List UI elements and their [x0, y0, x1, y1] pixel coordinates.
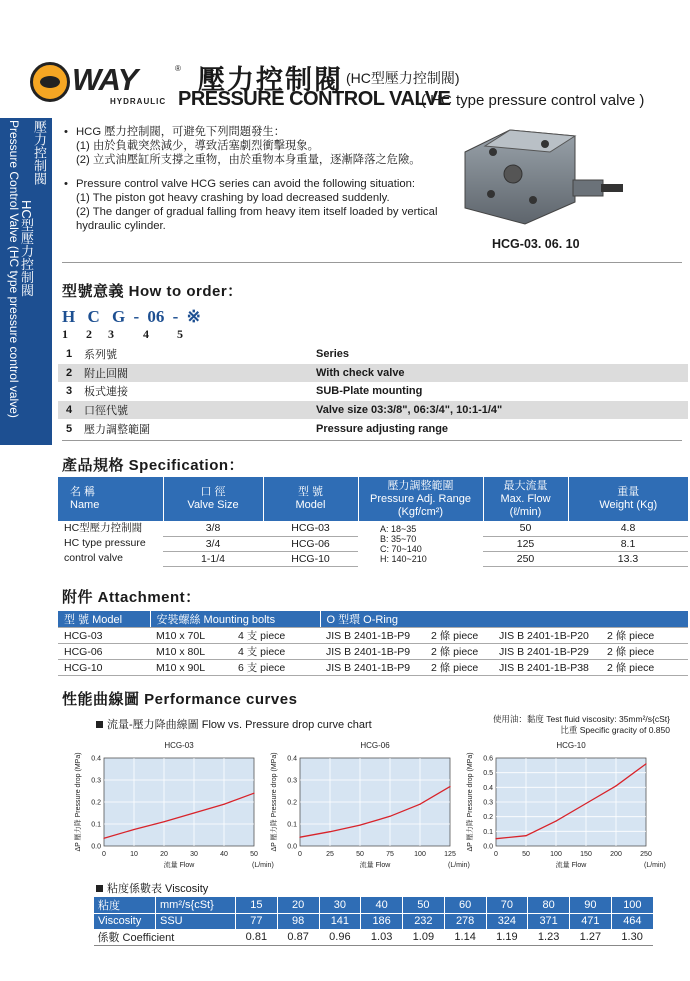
company-logo	[30, 62, 180, 104]
y-tick-label: 0.4	[483, 784, 493, 792]
x-tick-label: 30	[190, 851, 198, 858]
data-point	[193, 812, 194, 813]
code-number: 3	[108, 327, 114, 341]
data-point	[585, 803, 586, 804]
att-oring-qty: 2 條 piece	[601, 628, 688, 644]
row-chinese: 板式連接	[84, 386, 128, 399]
x-tick-label: 100	[550, 851, 562, 858]
logo-emblem-icon	[30, 62, 70, 102]
spec-model: HCG-06	[263, 536, 358, 551]
title-english: PRESSURE CONTROL VALVE	[178, 88, 451, 110]
row-english: SUB-Plate mounting	[316, 385, 423, 398]
chart-hcg-03	[66, 740, 274, 877]
x-axis-label: 流量 Flow	[555, 862, 587, 869]
x-axis-unit: (L/min)	[644, 862, 666, 869]
table-row	[58, 345, 688, 364]
spec-flow: 250	[483, 551, 568, 566]
visc-coef-cell: 1.27	[570, 929, 612, 946]
row-english: Pressure adjusting range	[316, 422, 449, 435]
spec-size: 1-1/4	[163, 551, 263, 566]
visc-ssu-cell: 232	[403, 914, 445, 929]
spec-flow: 125	[483, 536, 568, 551]
table-row	[58, 660, 688, 676]
intro-en-item-2: (2) The danger of gradual falling from heavy item itself loaded by vertical hydraulic cylinder.	[76, 206, 438, 232]
square-bullet-icon	[96, 721, 103, 728]
table-row	[58, 521, 688, 536]
specification-table	[58, 477, 688, 567]
row-number: 3	[65, 385, 73, 398]
y-axis-label: ΔP 壓力降 Pressure drop (MPa)	[271, 752, 278, 852]
data-point	[133, 829, 134, 830]
visc-cst-cell: 80	[528, 897, 570, 914]
attachment-table	[58, 611, 688, 676]
side-tab	[0, 118, 52, 445]
row-chinese: 口徑代號	[80, 401, 312, 420]
visc-ssu-cell: 471	[570, 914, 612, 929]
x-tick-label: 125	[444, 851, 456, 858]
att-oring: JIS B 2401-1B-P38	[493, 660, 601, 676]
x-tick-label: 250	[640, 851, 652, 858]
visc-cst-cell: 70	[486, 897, 528, 914]
intro-bullet-en: • Pressure control valve HCG series can avoid the following situation:	[62, 177, 442, 191]
x-tick-label: 50	[356, 851, 364, 858]
spec-size: 3/4	[163, 536, 263, 551]
y-tick-label: 0.1	[287, 821, 297, 829]
y-tick-label: 0.2	[287, 799, 297, 807]
table-row	[58, 644, 688, 660]
y-axis-label: ΔP 壓力降 Pressure drop (MPa)	[75, 752, 82, 852]
data-point	[299, 837, 300, 838]
visc-ssu-cell: 98	[277, 914, 319, 929]
viscosity-unit: mm²/s{cSt}	[156, 897, 236, 914]
att-oring-qty: 2 條 piece	[425, 628, 493, 644]
logo-text: WAY	[72, 62, 138, 97]
title-chinese: 壓力控制閥	[198, 65, 343, 95]
visc-ssu-cell: 464	[611, 914, 653, 929]
y-tick-label: 0.4	[91, 755, 101, 763]
table-row	[58, 419, 688, 438]
visc-coef-cell: 0.96	[319, 929, 361, 946]
chart-hcg-06	[262, 740, 470, 877]
header-name: 名 稱 Name	[58, 477, 163, 521]
data-point	[449, 786, 450, 787]
row-number: 2	[58, 364, 80, 383]
logo-registered-mark: ®	[175, 64, 181, 73]
visc-cst-cell: 60	[444, 897, 486, 914]
row-number: 4	[58, 401, 80, 420]
header-bolts: 安裝螺絲 Mounting bolts	[150, 611, 320, 628]
att-oring: JIS B 2401-1B-P29	[493, 644, 601, 660]
divider	[62, 440, 682, 441]
performance-heading: 性能曲線圖 Performance curves	[62, 691, 298, 708]
y-tick-label: 0.1	[483, 828, 493, 836]
page-header	[0, 0, 690, 118]
visc-coef-cell: 0.81	[236, 929, 278, 946]
spec-product-name: HC型壓力控制閥 HC type pressure control valve	[64, 522, 146, 564]
attachment-heading: 附件 Attachment：	[62, 589, 201, 606]
data-point	[329, 831, 330, 832]
x-tick-label: 0	[298, 851, 302, 858]
code-separator: -	[172, 307, 179, 326]
y-tick-label: 0.0	[287, 843, 297, 851]
att-oring: JIS B 2401-1B-P9	[320, 660, 425, 676]
side-tab-english: Pressure Control Valve (HC type pressure control valve)	[7, 120, 21, 418]
x-tick-label: 0	[102, 851, 106, 858]
header-model: 型 號 Model	[58, 611, 150, 628]
table-row	[58, 364, 688, 383]
att-oring-qty: 2 條 piece	[425, 644, 493, 660]
spec-pressure-ranges: A: 18~35 B: 35~70 C: 70~140 H: 140~210	[380, 523, 427, 564]
y-tick-label: 0.2	[91, 799, 101, 807]
chart-title: HCG-03	[164, 741, 194, 750]
side-tab-chinese: 壓力控制閥	[32, 120, 47, 185]
logo-subtext: HYDRAULIC	[110, 97, 167, 106]
row-english: Series	[316, 348, 350, 361]
att-oring-qty: 2 條 piece	[601, 644, 688, 660]
row-english: Valve size 03:3/8", 06:3/4", 10:1-1/4"	[312, 401, 688, 420]
header-valve-size: 口 徑 Valve Size	[163, 477, 263, 521]
visc-coef-cell: 1.19	[486, 929, 528, 946]
chart-svg	[66, 740, 274, 872]
att-bolt: M10 x 70L	[150, 628, 232, 644]
spec-model: HCG-10	[263, 551, 358, 566]
x-tick-label: 10	[130, 851, 138, 858]
att-oring-qty: 2 條 piece	[601, 660, 688, 676]
data-point	[615, 785, 616, 786]
header-oring: O 型環 O-Ring	[320, 611, 688, 628]
y-tick-label: 0.6	[483, 755, 493, 763]
chart-svg	[458, 740, 666, 872]
intro-bullet-cn: • HCG 壓力控制閥，可避免下列問題發生：	[62, 125, 442, 139]
row-chinese: 系列號	[84, 349, 117, 362]
data-point	[555, 820, 556, 821]
row-number: 1	[65, 348, 73, 361]
fluid-note: 使用油：黏度 Test fluid viscosity: 35mm²/s{cSt} 比重 Specific gracity of 0.850	[492, 714, 670, 735]
data-point	[223, 804, 224, 805]
viscosity-label: 粘度	[94, 897, 156, 914]
x-axis-unit: (L/min)	[448, 862, 470, 869]
visc-cst-cell: 90	[570, 897, 612, 914]
viscosity-unit: SSU	[156, 914, 236, 929]
y-tick-label: 0.3	[287, 777, 297, 785]
visc-ssu-cell: 371	[528, 914, 570, 929]
title-chinese-sub: (HC型壓力控制閥)	[346, 70, 460, 86]
title-english-sub: ( HC type pressure control valve )	[421, 92, 645, 109]
data-point	[163, 821, 164, 822]
code-number: 5	[177, 327, 183, 341]
spec-weight: 13.3	[568, 551, 688, 566]
data-point	[359, 825, 360, 826]
table-row	[58, 382, 688, 401]
code-number: 4	[143, 327, 149, 341]
visc-coef-cell: 1.30	[611, 929, 653, 946]
x-tick-label: 50	[250, 851, 258, 858]
x-tick-label: 100	[414, 851, 426, 858]
x-axis-label: 流量 Flow	[359, 862, 391, 869]
visc-cst-cell: 20	[277, 897, 319, 914]
order-code	[62, 307, 201, 327]
spec-model: HCG-03	[263, 521, 358, 536]
table-row	[58, 628, 688, 644]
flow-chart-label: 流量-壓力降曲線圖 Flow vs. Pressure drop curve chart	[96, 716, 372, 732]
spec-flow: 50	[483, 521, 568, 536]
row-chinese: 壓力調整範圍	[84, 423, 150, 436]
att-oring: JIS B 2401-1B-P9	[320, 628, 425, 644]
specification-heading: 產品規格 Specification：	[62, 457, 245, 474]
square-bullet-icon	[96, 885, 103, 892]
att-model: HCG-10	[58, 660, 150, 676]
chart-title: HCG-06	[360, 741, 390, 750]
att-oring-qty: 2 條 piece	[425, 660, 493, 676]
code-number: 1	[62, 327, 68, 341]
data-point	[419, 804, 420, 805]
visc-coef-cell: 1.14	[444, 929, 486, 946]
y-tick-label: 0.4	[287, 755, 297, 763]
chart-hcg-10	[458, 740, 666, 877]
coefficient-label: 係數 Coefficient	[94, 929, 236, 946]
att-bolt-qty: 4 支 piece	[232, 628, 320, 644]
data-point	[495, 838, 496, 839]
visc-coef-cell: 0.87	[277, 929, 319, 946]
data-point	[645, 763, 646, 764]
how-to-order-heading: 型號意義 How to order：	[62, 283, 243, 300]
viscosity-table	[93, 897, 653, 946]
visc-cst-cell: 30	[319, 897, 361, 914]
y-tick-label: 0.3	[91, 777, 101, 785]
table-row	[94, 929, 654, 946]
valve-product-image	[455, 122, 630, 232]
intro-en-item-1: (1) The piston got heavy crashing by load decreased suddenly.	[76, 192, 390, 204]
data-point	[389, 816, 390, 817]
att-model: HCG-06	[58, 644, 150, 660]
code-part: ※	[186, 307, 201, 326]
chart-title: HCG-10	[556, 741, 586, 750]
x-axis-unit: (L/min)	[252, 862, 274, 869]
header-pressure-range: 壓力調整範圍 Pressure Adj. Range (Kgf/cm²)	[358, 477, 483, 521]
side-tab-chinese-sub: HC型壓力控制閥	[19, 200, 34, 297]
spec-size: 3/8	[163, 521, 263, 536]
x-tick-label: 40	[220, 851, 228, 858]
x-tick-label: 25	[326, 851, 334, 858]
table-header-row	[58, 477, 688, 521]
x-tick-label: 150	[580, 851, 592, 858]
att-oring: JIS B 2401-1B-P9	[320, 644, 425, 660]
visc-cst-cell: 50	[403, 897, 445, 914]
y-tick-label: 0.0	[483, 843, 493, 851]
viscosity-heading: 粘度係數表 Viscosity	[96, 880, 208, 896]
code-part: 06	[147, 307, 165, 326]
visc-ssu-cell: 278	[444, 914, 486, 929]
divider	[62, 262, 682, 263]
visc-coef-cell: 1.23	[528, 929, 570, 946]
x-tick-label: 20	[160, 851, 168, 858]
visc-ssu-cell: 324	[486, 914, 528, 929]
x-axis-label: 流量 Flow	[163, 862, 195, 869]
table-header-row	[58, 611, 688, 628]
order-code-table	[58, 345, 688, 438]
viscosity-label: Viscosity	[94, 914, 156, 929]
data-point	[103, 838, 104, 839]
x-tick-label: 200	[610, 851, 622, 858]
table-row	[94, 914, 654, 929]
y-tick-label: 0.3	[483, 799, 493, 807]
header-weight: 重量 Weight (Kg)	[568, 477, 688, 521]
code-part: C	[87, 307, 100, 326]
visc-cst-cell: 40	[361, 897, 403, 914]
y-tick-label: 0.5	[483, 770, 493, 778]
intro-cn-item-1: (1) 由於負載突然減少，導致活塞劇烈衝擊現象。	[76, 140, 319, 152]
y-tick-label: 0.1	[91, 821, 101, 829]
code-part: G	[112, 307, 126, 326]
data-point	[525, 835, 526, 836]
row-english: With check valve	[312, 364, 688, 383]
att-bolt: M10 x 80L	[150, 644, 232, 660]
header-model: 型 號 Model	[263, 477, 358, 521]
y-axis-label: ΔP 壓力降 Pressure drop (MPa)	[467, 752, 474, 852]
table-row	[94, 897, 654, 914]
code-part: H	[62, 307, 76, 326]
att-bolt-qty: 4 支 piece	[232, 644, 320, 660]
att-bolt: M10 x 90L	[150, 660, 232, 676]
data-point	[253, 793, 254, 794]
table-row	[58, 401, 688, 420]
intro-text	[62, 125, 442, 233]
chart-svg	[262, 740, 470, 872]
spec-weight: 4.8	[568, 521, 688, 536]
code-number: 2	[86, 327, 92, 341]
x-tick-label: 75	[386, 851, 394, 858]
y-tick-label: 0.2	[483, 814, 493, 822]
att-model: HCG-03	[58, 628, 150, 644]
visc-ssu-cell: 141	[319, 914, 361, 929]
visc-cst-cell: 100	[611, 897, 653, 914]
intro-cn-item-2: (2) 立式油壓缸所支撐之重物，由於重物本身重量，逐漸降落之危險。	[76, 154, 421, 166]
x-tick-label: 50	[522, 851, 530, 858]
row-chinese: 附止回閥	[80, 364, 312, 383]
visc-coef-cell: 1.09	[403, 929, 445, 946]
valve-image-caption: HCG-03. 06. 10	[492, 237, 580, 251]
x-tick-label: 0	[494, 851, 498, 858]
code-separator: -	[133, 307, 140, 326]
header-max-flow: 最大流量 Max. Flow (ℓ/min)	[483, 477, 568, 521]
y-tick-label: 0.0	[91, 843, 101, 851]
att-oring: JIS B 2401-1B-P20	[493, 628, 601, 644]
visc-ssu-cell: 186	[361, 914, 403, 929]
spec-weight: 8.1	[568, 536, 688, 551]
visc-ssu-cell: 77	[236, 914, 278, 929]
row-number: 5	[65, 422, 73, 435]
att-bolt-qty: 6 支 piece	[232, 660, 320, 676]
visc-coef-cell: 1.03	[361, 929, 403, 946]
visc-cst-cell: 15	[236, 897, 278, 914]
